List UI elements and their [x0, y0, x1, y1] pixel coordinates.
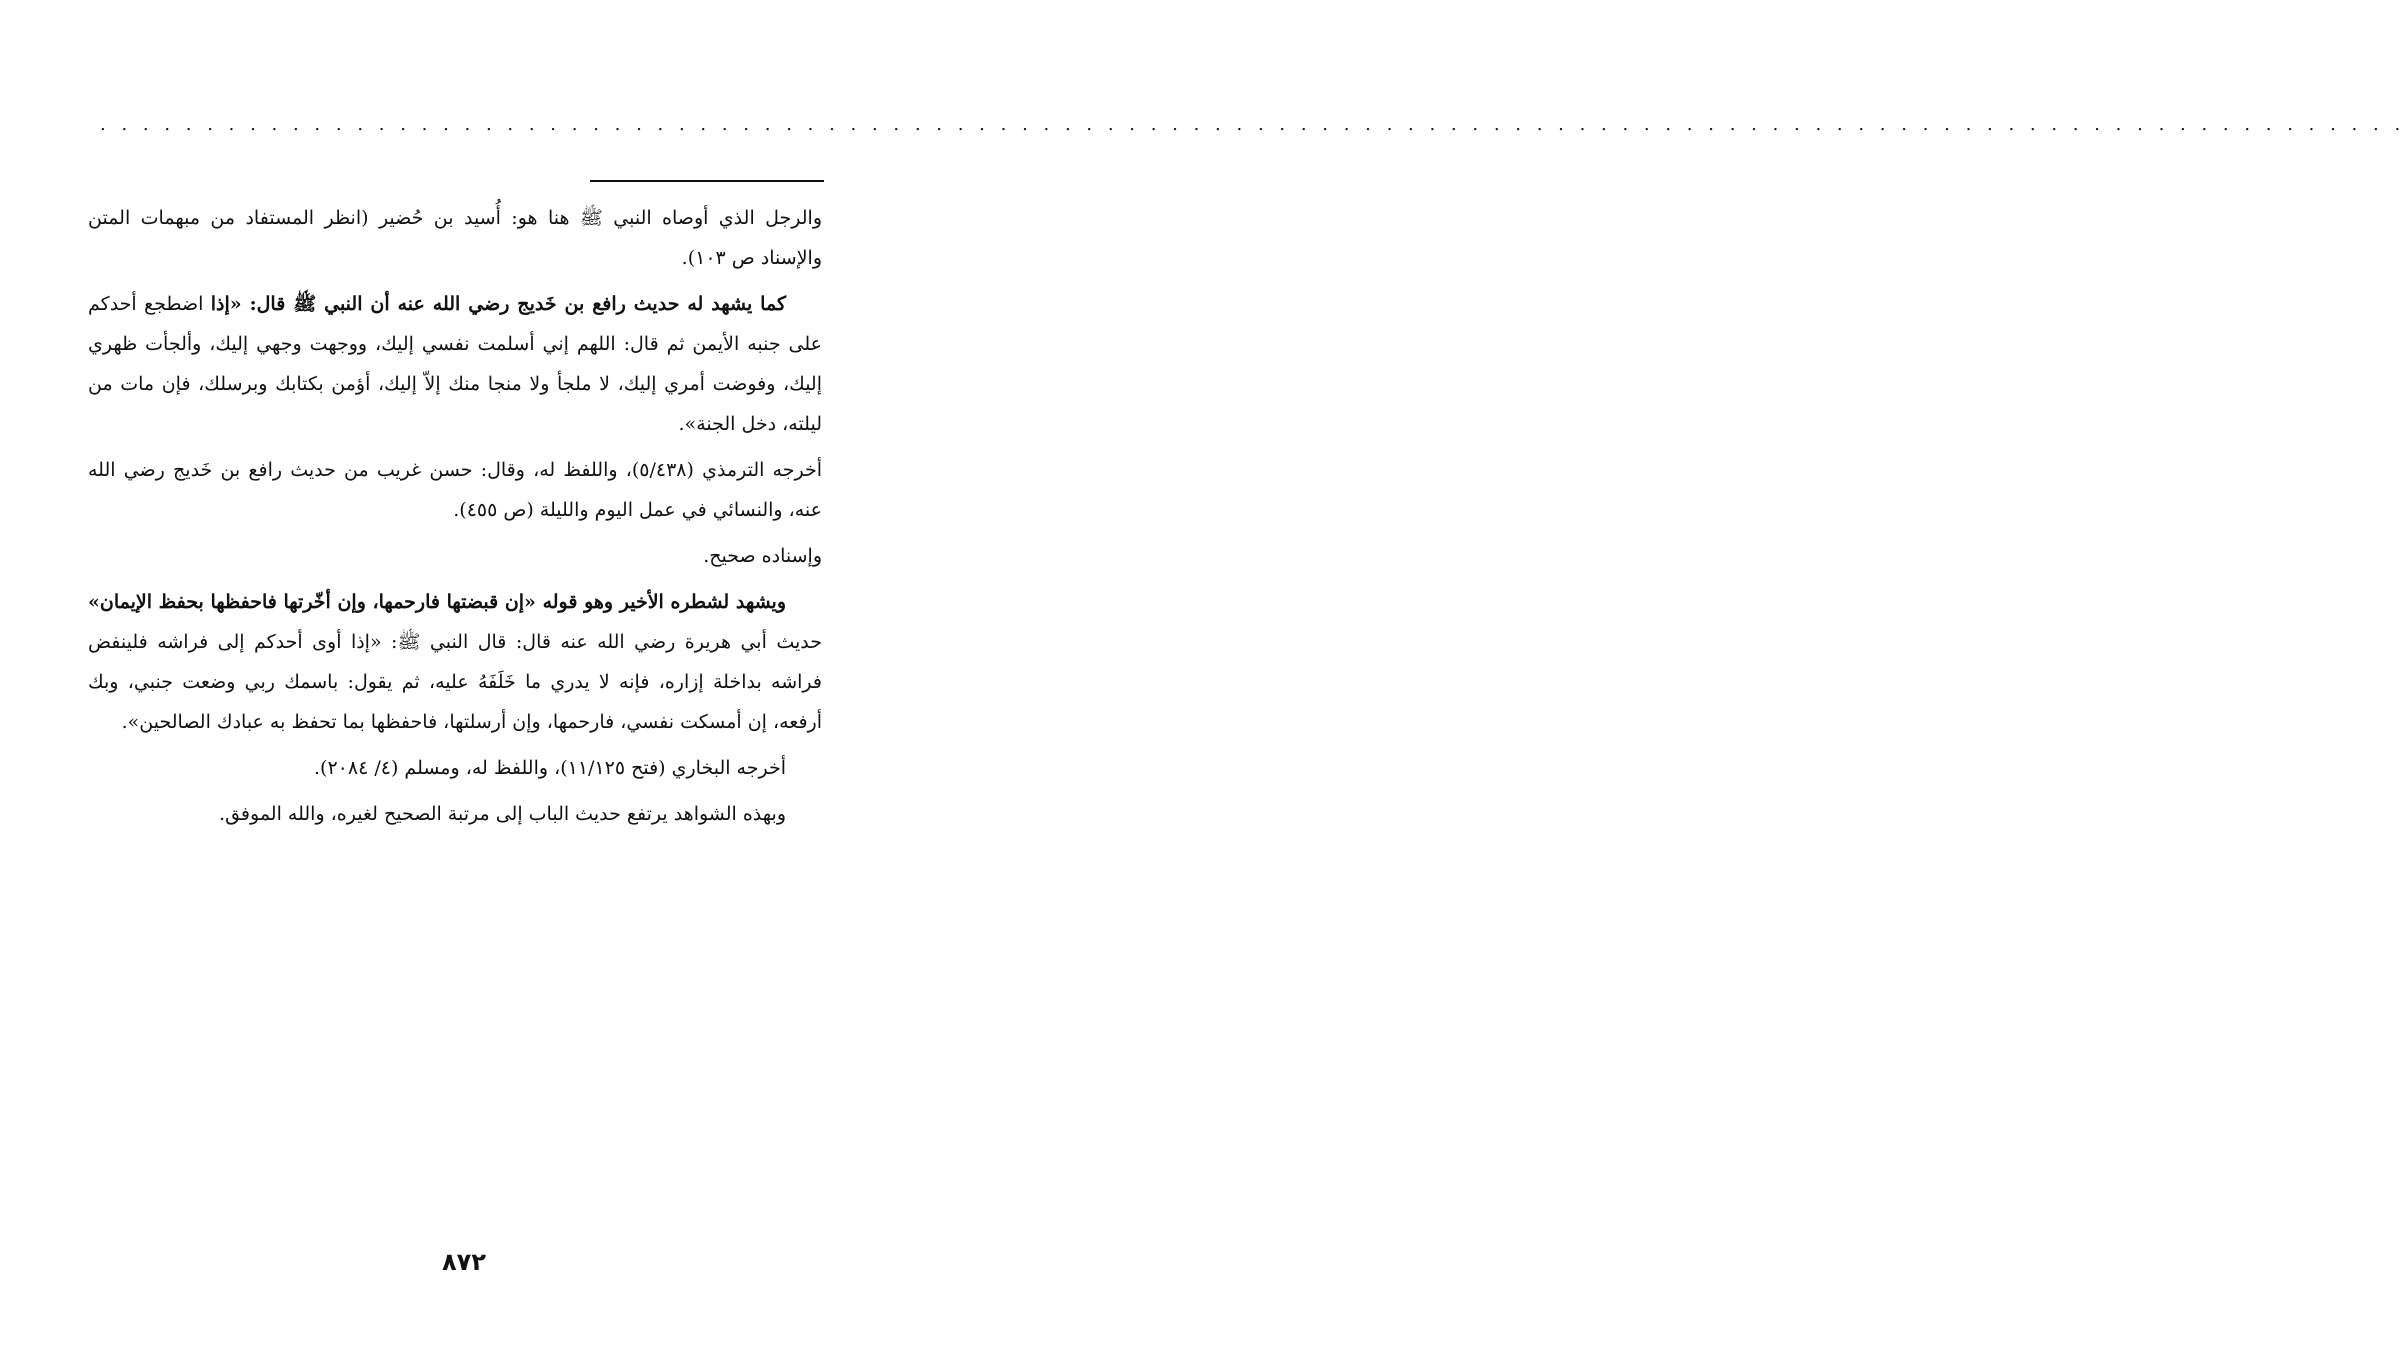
paragraph-hadith-rafi-lead: كما يشهد له حديث رافع بن خَديج رضي الله عنه أن النبي ﷺ قال: «إذا: [210, 293, 786, 315]
paragraph-tirmidhi-takhrij: أخرجه الترمذي (٥/٤٣٨)، واللفظ له، وقال: حسن غريب من حديث رافع بن خَديج رضي الله عنه، والنسائي في عمل اليوم والليلة (ص ٤٥٥).: [88, 459, 822, 521]
paragraph-hadith-rafi: [88, 284, 822, 444]
header-dotted-separator: . . . . . . . . . . . . . . . . . . . . . . . . . . . . . . . . . . . . . . . . . . . . . . . . . . . . . . . . . . . . . . . . . . . . . . . . . . . . . . . . . . . . . . . . . . . . . . . . . . . . . . . . . . . .: [100, 114, 2405, 135]
paragraph-conclusion: وبهذه الشواهد يرتفع حديث الباب إلى مرتبة الصحيح لغيره، والله الموفق.: [219, 803, 786, 825]
paragraph-hadith-rafi-text: اضطجع أحدكم على جنبه الأيمن ثم قال: اللهم إني أسلمت نفسي إليك، ووجهت وجهي إليك، وألجأت ظهري إليك، وفوضت أمري إليك، لا ملجأ ولا منجا منك إلاّ إليك، أؤمن بكتابك وبرسلك، فإن مات من ليلته، دخل الجنة».: [88, 293, 822, 435]
page-number: ٨٧٢: [442, 1248, 486, 1276]
footnote-paragraph: والرجل الذي أوصاه النبي ﷺ هنا هو: أُسيد بن حُضير (انظر المستفاد من مبهمات المتن والإسناد ص ١٠٣).: [88, 207, 822, 269]
paragraph-second-witness-text: حديث أبي هريرة رضي الله عنه قال: قال النبي ﷺ: «إذا أوى أحدكم إلى فراشه فلينفض فراشه بداخلة إزاره، فإنه لا يدري ما خَلَفَهُ عليه، ثم يقول: باسمك ربي وضعت جنبي، وبك أرفعه، إن أمسكت نفسي، فارحمها، وإن أرسلتها، فاحفظها بما تحفظ به عبادك الصالحين».: [88, 631, 822, 733]
footnote-rule: [590, 180, 824, 182]
page-body: [88, 198, 822, 840]
paragraph-bukhari-takhrij: أخرجه البخاري (فتح ١١/١٢٥)، واللفظ له، ومسلم (٤/ ٢٠٨٤).: [314, 757, 786, 779]
paragraph-isnad-sahih: وإسناده صحيح.: [703, 545, 822, 567]
paragraph-second-witness: [88, 582, 822, 742]
paragraph-second-witness-lead: ويشهد لشطره الأخير وهو قوله «إن قبضتها فارحمها، وإن أخّرتها فاحفظها بحفظ الإيمان»: [88, 591, 786, 613]
